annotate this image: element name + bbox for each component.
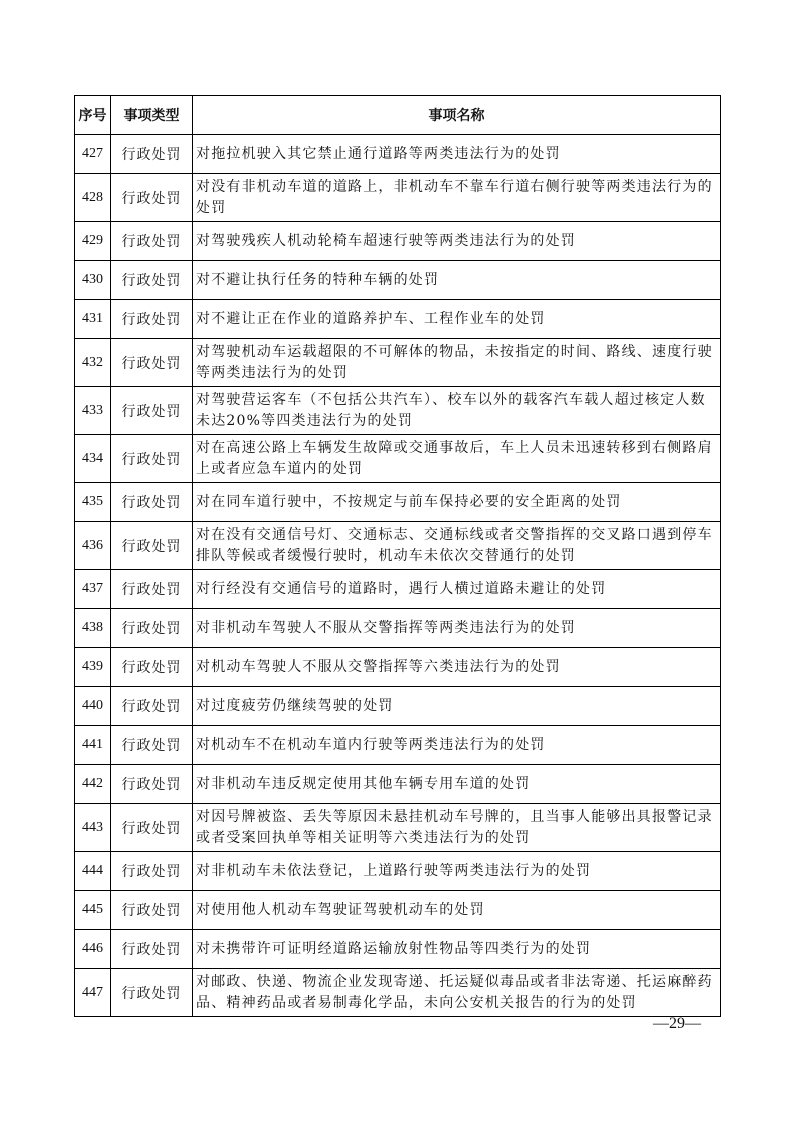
row-no: 435 [75, 483, 111, 522]
row-name: 对行经没有交通信号的道路时，遇行人横过道路未避让的处罚 [193, 570, 721, 609]
table-row [75, 726, 721, 765]
table-row [75, 300, 721, 339]
row-name: 对邮政、快递、物流企业发现寄递、托运疑似毒品或者非法寄递、托运麻醉药品、精神药品或者易制毒化学品，未向公安机关报告的行为的处罚 [193, 969, 721, 1017]
table-row [75, 891, 721, 930]
row-name: 对驾驶营运客车（不包括公共汽车）、校车以外的载客汽车载人超过核定人数未达20%等四类违法行为的处罚 [193, 387, 721, 435]
page-number: —29— [653, 1015, 701, 1032]
items-table [74, 95, 721, 1017]
row-name: 对未携带许可证明经道路运输放射性物品等四类行为的处罚 [193, 930, 721, 969]
row-name: 对非机动车未依法登记，上道路行驶等两类违法行为的处罚 [193, 852, 721, 891]
table-row [75, 135, 721, 174]
row-type: 行政处罚 [111, 222, 193, 261]
row-no: 432 [75, 339, 111, 387]
row-type: 行政处罚 [111, 483, 193, 522]
table-row [75, 969, 721, 1017]
table-row [75, 570, 721, 609]
row-no: 444 [75, 852, 111, 891]
row-name: 对因号牌被盗、丢失等原因未悬挂机动车号牌的，且当事人能够出具报警记录或者受案回执单等相关证明等六类违法行为的处罚 [193, 804, 721, 852]
row-name: 对不避让执行任务的特种车辆的处罚 [193, 261, 721, 300]
row-no: 439 [75, 648, 111, 687]
row-no: 437 [75, 570, 111, 609]
row-type: 行政处罚 [111, 174, 193, 222]
table-row [75, 852, 721, 891]
row-type: 行政处罚 [111, 930, 193, 969]
row-no: 428 [75, 174, 111, 222]
row-name: 对在没有交通信号灯、交通标志、交通标线或者交警指挥的交叉路口遇到停车排队等候或者缓慢行驶时，机动车未依次交替通行的处罚 [193, 522, 721, 570]
row-name: 对驾驶机动车运载超限的不可解体的物品，未按指定的时间、路线、速度行驶等两类违法行为的处罚 [193, 339, 721, 387]
table-row [75, 483, 721, 522]
row-no: 443 [75, 804, 111, 852]
row-type: 行政处罚 [111, 891, 193, 930]
row-no: 446 [75, 930, 111, 969]
row-type: 行政处罚 [111, 435, 193, 483]
row-name: 对在高速公路上车辆发生故障或交通事故后，车上人员未迅速转移到右侧路肩上或者应急车道内的处罚 [193, 435, 721, 483]
table-row [75, 435, 721, 483]
row-name: 对不避让正在作业的道路养护车、工程作业车的处罚 [193, 300, 721, 339]
header-no: 序号 [75, 96, 111, 135]
table-row [75, 387, 721, 435]
row-name: 对非机动车驾驶人不服从交警指挥等两类违法行为的处罚 [193, 609, 721, 648]
row-no: 430 [75, 261, 111, 300]
row-type: 行政处罚 [111, 687, 193, 726]
row-type: 行政处罚 [111, 387, 193, 435]
row-type: 行政处罚 [111, 852, 193, 891]
table-body [75, 135, 721, 1017]
table-row [75, 522, 721, 570]
row-name: 对过度疲劳仍继续驾驶的处罚 [193, 687, 721, 726]
row-type: 行政处罚 [111, 570, 193, 609]
table-row [75, 804, 721, 852]
table-row [75, 648, 721, 687]
row-type: 行政处罚 [111, 804, 193, 852]
table-row [75, 687, 721, 726]
row-no: 434 [75, 435, 111, 483]
row-no: 429 [75, 222, 111, 261]
row-type: 行政处罚 [111, 969, 193, 1017]
row-name: 对机动车不在机动车道内行驶等两类违法行为的处罚 [193, 726, 721, 765]
row-no: 427 [75, 135, 111, 174]
row-no: 438 [75, 609, 111, 648]
row-no: 440 [75, 687, 111, 726]
row-no: 447 [75, 969, 111, 1017]
row-name: 对使用他人机动车驾驶证驾驶机动车的处罚 [193, 891, 721, 930]
row-no: 433 [75, 387, 111, 435]
row-name: 对驾驶残疾人机动轮椅车超速行驶等两类违法行为的处罚 [193, 222, 721, 261]
row-type: 行政处罚 [111, 261, 193, 300]
table-row [75, 930, 721, 969]
row-type: 行政处罚 [111, 135, 193, 174]
row-type: 行政处罚 [111, 726, 193, 765]
row-name: 对非机动车违反规定使用其他车辆专用车道的处罚 [193, 765, 721, 804]
row-no: 445 [75, 891, 111, 930]
row-name: 对在同车道行驶中，不按规定与前车保持必要的安全距离的处罚 [193, 483, 721, 522]
row-type: 行政处罚 [111, 300, 193, 339]
row-name: 对没有非机动车道的道路上，非机动车不靠车行道右侧行驶等两类违法行为的处罚 [193, 174, 721, 222]
table-row [75, 174, 721, 222]
row-type: 行政处罚 [111, 648, 193, 687]
table-row [75, 339, 721, 387]
row-no: 436 [75, 522, 111, 570]
table-header-row [75, 96, 721, 135]
header-name: 事项名称 [193, 96, 721, 135]
row-type: 行政处罚 [111, 339, 193, 387]
row-type: 行政处罚 [111, 765, 193, 804]
row-type: 行政处罚 [111, 609, 193, 648]
row-no: 442 [75, 765, 111, 804]
row-no: 441 [75, 726, 111, 765]
header-type: 事项类型 [111, 96, 193, 135]
table-row [75, 261, 721, 300]
table-row [75, 765, 721, 804]
row-name: 对机动车驾驶人不服从交警指挥等六类违法行为的处罚 [193, 648, 721, 687]
row-no: 431 [75, 300, 111, 339]
table-row [75, 609, 721, 648]
table-row [75, 222, 721, 261]
row-type: 行政处罚 [111, 522, 193, 570]
row-name: 对拖拉机驶入其它禁止通行道路等两类违法行为的处罚 [193, 135, 721, 174]
